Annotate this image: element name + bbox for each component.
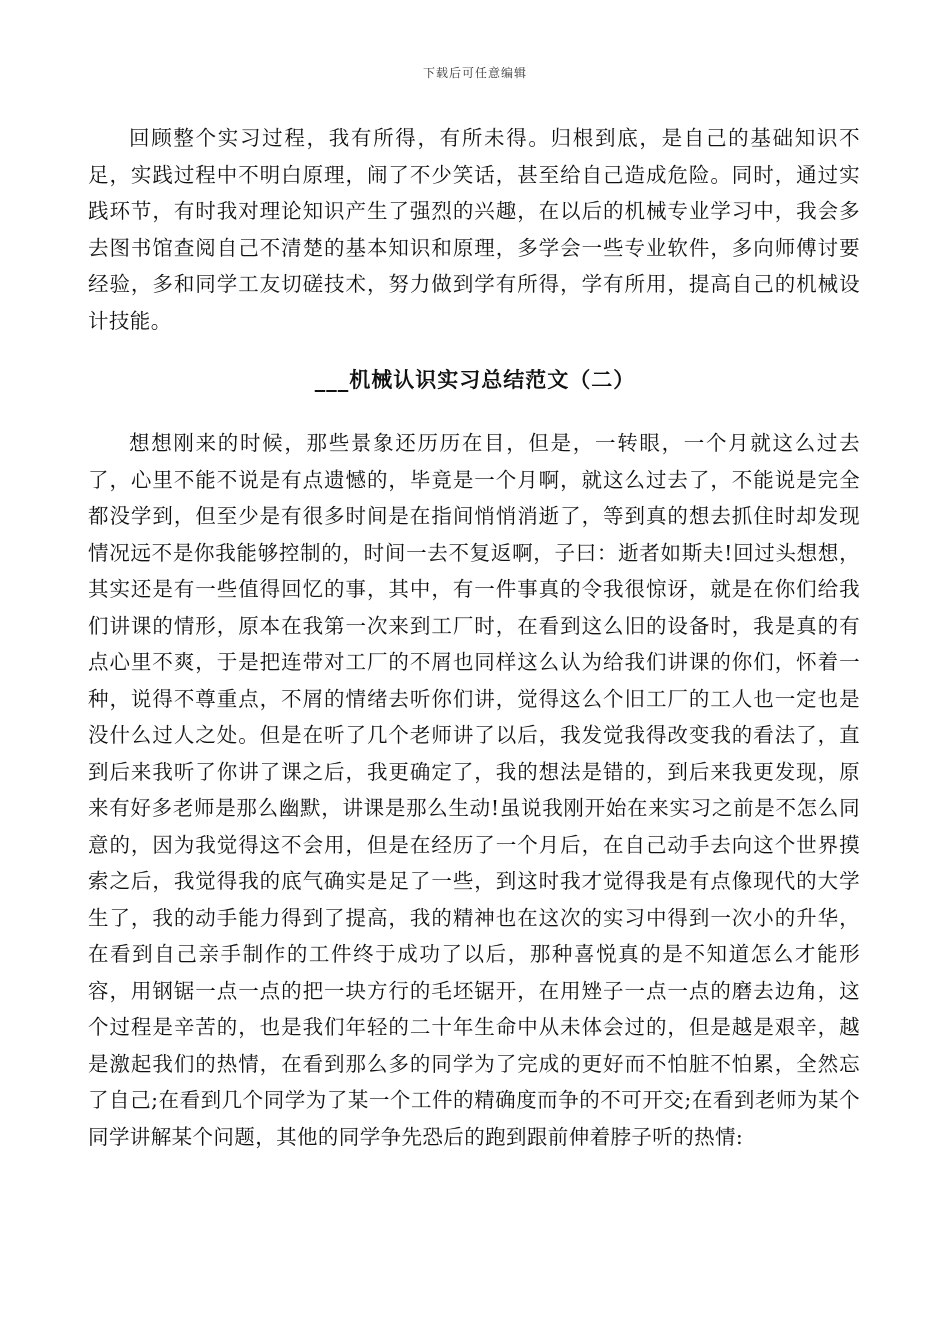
paragraph-1: 回顾整个实习过程，我有所得，有所未得。归根到底，是自己的基础知识不足，实践过程中不明白原理，闹了不少笑话，甚至给自己造成危险。同时，通过实践环节，有时我对理论知识产生了强烈的兴趣，在以后的机械专业学习中，我会多去图书馆查阅自己不清楚的基本知识和原理，多学会一些专业软件，多向师傅讨要经验，多和同学工友切磋技术，努力做到学有所得，学有所用，提高自己的机械设计技能。 xyxy=(88,126,860,333)
page-header: 下载后可任意编辑 xyxy=(422,66,527,80)
section-title: ___机械认识实习总结范文（二） xyxy=(314,367,636,392)
paragraph-2: 想想刚来的时候，那些景象还历历在目，但是，一转眼，一个月就这么过去了，心里不能不说是有点遗憾的，毕竟是一个月啊，就这么过去了，不能说是完全都没学到，但至少是有很多时间是在指间悄悄消逝了，等到真的想去抓住时却发现情况远不是你我能够控制的，时间一去不复返啊，子曰：逝者如斯夫!回过头想想，其实还是有一些值得回忆的事，其中，有一件事真的令我很惊讶，就是在你们给我们讲课的情形，原本在我第一次来到工厂时，在看到这么旧的设备时，我是真的有点心里不爽，于是把连带对工厂的不屑也同样这么认为给我们讲课的你们，怀着一种，说得不尊重点，不屑的情绪去听你们讲，觉得这么个旧工厂的工人也一定也是没什么过人之处。但是在听了几个老师讲了以后，我发觉我得改变我的看法了，直到后来我听了你讲了课之后，我更确定了，我的想法是错的，到后来我更发现，原来有好多老师是那么幽默，讲课是那么生动!虽说我刚开始在来实习之前是不怎么同意的，因为我觉得这不会用，但是在经历了一个月后，在自己动手去向这个世界摸索之后，我觉得我的底气确实是足了一些，到这时我才觉得我是有点像现代的大学生了，我的动手能力得到了提高，我的精神也在这次的实习中得到一次小的升华，在看到自己亲手制作的工件终于成功了以后，那种喜悦真的是不知道怎么才能形容，用钢锯一点一点的把一块方行的毛坯锯开，在用矬子一点一点的磨去边角，这个过程是辛苦的，也是我们年轻的二十年生命中从未体会过的，但是越是艰辛，越是激起我们的热情，在看到那么多的同学为了完成的更好而不怕脏不怕累，全然忘了自己;在看到几个同学为了某一个工件的精确度而争的不可开交;在看到老师为某个同学讲解某个问题，其他的同学争先恐后的跑到跟前伸着脖子听的热情: xyxy=(88,431,860,1149)
